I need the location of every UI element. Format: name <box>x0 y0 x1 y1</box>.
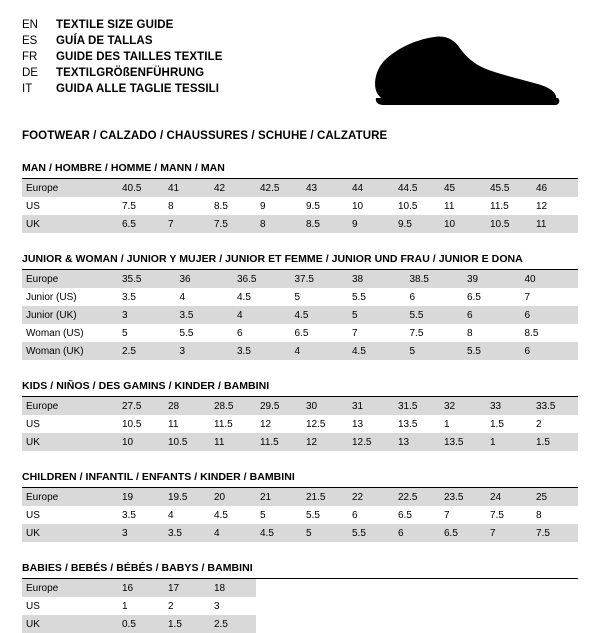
cell-empty <box>348 579 394 597</box>
cell: 10.5 <box>486 215 532 233</box>
group-title: MAN / HOMBRE / HOMME / MANN / MAN <box>22 162 578 179</box>
cell: 11.5 <box>256 433 302 451</box>
cell: 3 <box>118 524 164 542</box>
cell: 5 <box>348 306 406 324</box>
cell: 3 <box>118 306 176 324</box>
table-row <box>22 488 578 506</box>
cell-empty <box>394 579 440 597</box>
cell: 23.5 <box>440 488 486 506</box>
group-title: KIDS / NIÑOS / DES GAMINS / KINDER / BAMBINI <box>22 380 578 397</box>
table-row <box>22 506 578 524</box>
row-label: Europe <box>22 270 118 288</box>
language-row <box>22 50 223 65</box>
cell: 4 <box>233 306 291 324</box>
row-label: Europe <box>22 579 118 597</box>
language-code: IT <box>22 83 33 95</box>
cell: 6 <box>521 306 579 324</box>
cell: 6 <box>348 506 394 524</box>
row-label: Europe <box>22 179 118 197</box>
cell: 21 <box>256 488 302 506</box>
cell-empty <box>256 579 302 597</box>
cell: 24 <box>486 488 532 506</box>
cell: 7.5 <box>406 324 464 342</box>
size-group-babies <box>22 562 578 633</box>
cell: 35.5 <box>118 270 176 288</box>
language-row <box>22 82 223 97</box>
cell: 7 <box>521 288 579 306</box>
cell: 5.5 <box>176 324 234 342</box>
cell: 1 <box>440 415 486 433</box>
cell: 13.5 <box>440 433 486 451</box>
size-table-kids <box>22 397 578 451</box>
cell: 1 <box>486 433 532 451</box>
size-table-children <box>22 488 578 542</box>
cell: 11 <box>440 197 486 215</box>
cell: 1.5 <box>164 615 210 633</box>
cell: 27.5 <box>118 397 164 415</box>
row-label: UK <box>22 433 118 451</box>
cell: 8 <box>256 215 302 233</box>
table-row <box>22 215 578 233</box>
row-label: US <box>22 597 118 615</box>
cell: 2 <box>532 415 578 433</box>
cell: 4.5 <box>233 288 291 306</box>
cell: 12 <box>532 197 578 215</box>
cell-empty <box>302 579 348 597</box>
table-row <box>22 306 578 324</box>
cell: 5.5 <box>302 506 348 524</box>
cell: 5.5 <box>406 306 464 324</box>
row-label: US <box>22 415 118 433</box>
cell: 22.5 <box>394 488 440 506</box>
cell: 10 <box>348 197 394 215</box>
cell: 7.5 <box>118 197 164 215</box>
cell-empty <box>486 579 532 597</box>
page-title: FOOTWEAR / CALZADO / CHAUSSURES / SCHUHE / CALZATURE <box>22 130 388 142</box>
cell: 6.5 <box>291 324 349 342</box>
cell: 22 <box>348 488 394 506</box>
group-title: CHILDREN / INFANTIL / ENFANTS / KINDER / BAMBINI <box>22 471 578 488</box>
row-label: Europe <box>22 488 118 506</box>
row-label: UK <box>22 524 118 542</box>
cell: 10.5 <box>394 197 440 215</box>
cell: 16 <box>118 579 164 597</box>
cell: 36.5 <box>233 270 291 288</box>
cell: 8.5 <box>302 215 348 233</box>
cell: 3.5 <box>118 506 164 524</box>
cell: 43 <box>302 179 348 197</box>
cell: 8.5 <box>521 324 579 342</box>
cell: 8 <box>164 197 210 215</box>
cell: 29.5 <box>256 397 302 415</box>
table-row <box>22 197 578 215</box>
cell: 3.5 <box>176 306 234 324</box>
table-row <box>22 415 578 433</box>
group-title: JUNIOR & WOMAN / JUNIOR Y MUJER / JUNIOR ET FEMME / JUNIOR UND FRAU / JUNIOR E DONA <box>22 253 578 270</box>
language-code: ES <box>22 35 38 47</box>
cell: 5.5 <box>348 524 394 542</box>
cell-empty <box>302 615 348 633</box>
cell: 1.5 <box>486 415 532 433</box>
cell: 4.5 <box>348 342 406 360</box>
cell: 36 <box>176 270 234 288</box>
cell-empty <box>440 615 486 633</box>
cell-empty <box>486 615 532 633</box>
cell: 6 <box>394 524 440 542</box>
cell: 4 <box>176 288 234 306</box>
cell: 3 <box>210 597 256 615</box>
cell: 44.5 <box>394 179 440 197</box>
language-row <box>22 18 223 33</box>
cell: 2 <box>164 597 210 615</box>
cell: 9.5 <box>394 215 440 233</box>
size-table-babies <box>22 579 578 633</box>
cell: 10.5 <box>118 415 164 433</box>
cell: 7 <box>348 324 406 342</box>
cell: 6.5 <box>440 524 486 542</box>
row-label: UK <box>22 215 118 233</box>
row-label: Woman (US) <box>22 324 118 342</box>
cell: 1 <box>118 597 164 615</box>
size-group-man <box>22 162 578 233</box>
row-label: Europe <box>22 397 118 415</box>
cell: 8 <box>463 324 521 342</box>
cell: 5.5 <box>348 288 406 306</box>
cell: 7.5 <box>486 506 532 524</box>
cell: 4.5 <box>256 524 302 542</box>
cell: 6.5 <box>394 506 440 524</box>
cell: 6 <box>463 306 521 324</box>
cell: 30 <box>302 397 348 415</box>
cell: 33 <box>486 397 532 415</box>
cell: 11 <box>210 433 256 451</box>
cell: 25 <box>532 488 578 506</box>
cell: 13 <box>348 415 394 433</box>
cell: 2.5 <box>118 342 176 360</box>
cell: 7 <box>486 524 532 542</box>
cell: 7 <box>440 506 486 524</box>
row-label: Junior (UK) <box>22 306 118 324</box>
cell: 37.5 <box>291 270 349 288</box>
cell: 40 <box>521 270 579 288</box>
cell: 28.5 <box>210 397 256 415</box>
cell: 1.5 <box>532 433 578 451</box>
dress-shoe-icon <box>362 28 572 114</box>
cell-empty <box>532 579 578 597</box>
size-group-children <box>22 471 578 542</box>
cell: 5 <box>406 342 464 360</box>
cell: 4.5 <box>210 506 256 524</box>
cell: 42 <box>210 179 256 197</box>
cell: 33.5 <box>532 397 578 415</box>
cell: 19 <box>118 488 164 506</box>
cell: 46 <box>532 179 578 197</box>
cell: 38.5 <box>406 270 464 288</box>
table-row <box>22 615 578 633</box>
cell: 13.5 <box>394 415 440 433</box>
row-label: US <box>22 506 118 524</box>
cell: 31.5 <box>394 397 440 415</box>
cell: 10 <box>118 433 164 451</box>
cell: 7 <box>164 215 210 233</box>
cell: 9 <box>256 197 302 215</box>
table-row <box>22 324 578 342</box>
cell: 41 <box>164 179 210 197</box>
document-header <box>22 18 578 114</box>
cell: 39 <box>463 270 521 288</box>
cell-empty <box>256 615 302 633</box>
cell: 9 <box>348 215 394 233</box>
size-table-man <box>22 179 578 233</box>
cell: 3.5 <box>233 342 291 360</box>
cell: 3 <box>176 342 234 360</box>
cell-empty <box>532 615 578 633</box>
language-title: TEXTILE SIZE GUIDE <box>56 19 174 31</box>
cell: 3.5 <box>164 524 210 542</box>
cell: 11.5 <box>210 415 256 433</box>
cell: 6.5 <box>118 215 164 233</box>
cell: 0.5 <box>118 615 164 633</box>
cell: 19.5 <box>164 488 210 506</box>
cell: 45.5 <box>486 179 532 197</box>
cell: 9.5 <box>302 197 348 215</box>
cell: 8 <box>532 506 578 524</box>
language-title: GUIDA ALLE TAGLIE TESSILI <box>56 83 220 95</box>
cell: 8.5 <box>210 197 256 215</box>
cell: 4 <box>164 506 210 524</box>
language-code: DE <box>22 67 38 79</box>
group-title: BABIES / BEBÉS / BÉBÉS / BABYS / BAMBINI <box>22 562 578 579</box>
cell: 12 <box>256 415 302 433</box>
table-row <box>22 433 578 451</box>
language-title: GUIDE DES TAILLES TEXTILE <box>56 51 223 63</box>
cell: 13 <box>394 433 440 451</box>
cell: 4 <box>210 524 256 542</box>
cell: 32 <box>440 397 486 415</box>
cell: 5 <box>256 506 302 524</box>
cell: 38 <box>348 270 406 288</box>
cell: 28 <box>164 397 210 415</box>
table-row <box>22 397 578 415</box>
cell-empty <box>348 615 394 633</box>
cell: 6 <box>233 324 291 342</box>
cell: 11.5 <box>486 197 532 215</box>
cell: 2.5 <box>210 615 256 633</box>
cell-empty <box>440 579 486 597</box>
cell: 3.5 <box>118 288 176 306</box>
language-code: FR <box>22 51 38 63</box>
cell: 12.5 <box>348 433 394 451</box>
cell: 20 <box>210 488 256 506</box>
cell: 6.5 <box>463 288 521 306</box>
cell: 6 <box>521 342 579 360</box>
table-row <box>22 342 578 360</box>
row-label: Junior (US) <box>22 288 118 306</box>
cell: 17 <box>164 579 210 597</box>
row-label: UK <box>22 615 118 633</box>
cell: 40.5 <box>118 179 164 197</box>
table-row <box>22 524 578 542</box>
cell: 18 <box>210 579 256 597</box>
language-code: EN <box>22 19 38 31</box>
size-table-junior-woman <box>22 270 578 360</box>
cell: 7.5 <box>210 215 256 233</box>
row-label: US <box>22 197 118 215</box>
cell: 11 <box>532 215 578 233</box>
cell: 10.5 <box>164 433 210 451</box>
language-row <box>22 66 223 81</box>
cell: 5 <box>118 324 176 342</box>
size-group-junior-woman <box>22 253 578 360</box>
cell: 12.5 <box>302 415 348 433</box>
language-title: GUÍA DE TALLAS <box>56 35 153 47</box>
cell: 21.5 <box>302 488 348 506</box>
cell: 11 <box>164 415 210 433</box>
cell: 4.5 <box>291 306 349 324</box>
cell: 45 <box>440 179 486 197</box>
cell: 4 <box>291 342 349 360</box>
table-row <box>22 270 578 288</box>
table-row <box>22 579 578 597</box>
table-row <box>22 288 578 306</box>
cell: 44 <box>348 179 394 197</box>
language-row <box>22 34 223 49</box>
size-group-kids <box>22 380 578 451</box>
cell: 6 <box>406 288 464 306</box>
cell: 5 <box>291 288 349 306</box>
language-title-list <box>22 18 223 97</box>
cell-empty <box>394 615 440 633</box>
cell: 5 <box>302 524 348 542</box>
cell: 10 <box>440 215 486 233</box>
cell: 42.5 <box>256 179 302 197</box>
cell: 5.5 <box>463 342 521 360</box>
cell: 31 <box>348 397 394 415</box>
row-label: Woman (UK) <box>22 342 118 360</box>
cell: 7.5 <box>532 524 578 542</box>
language-title: TEXTILGRÖßENFÜHRUNG <box>56 67 205 79</box>
cell: 12 <box>302 433 348 451</box>
table-row <box>22 179 578 197</box>
